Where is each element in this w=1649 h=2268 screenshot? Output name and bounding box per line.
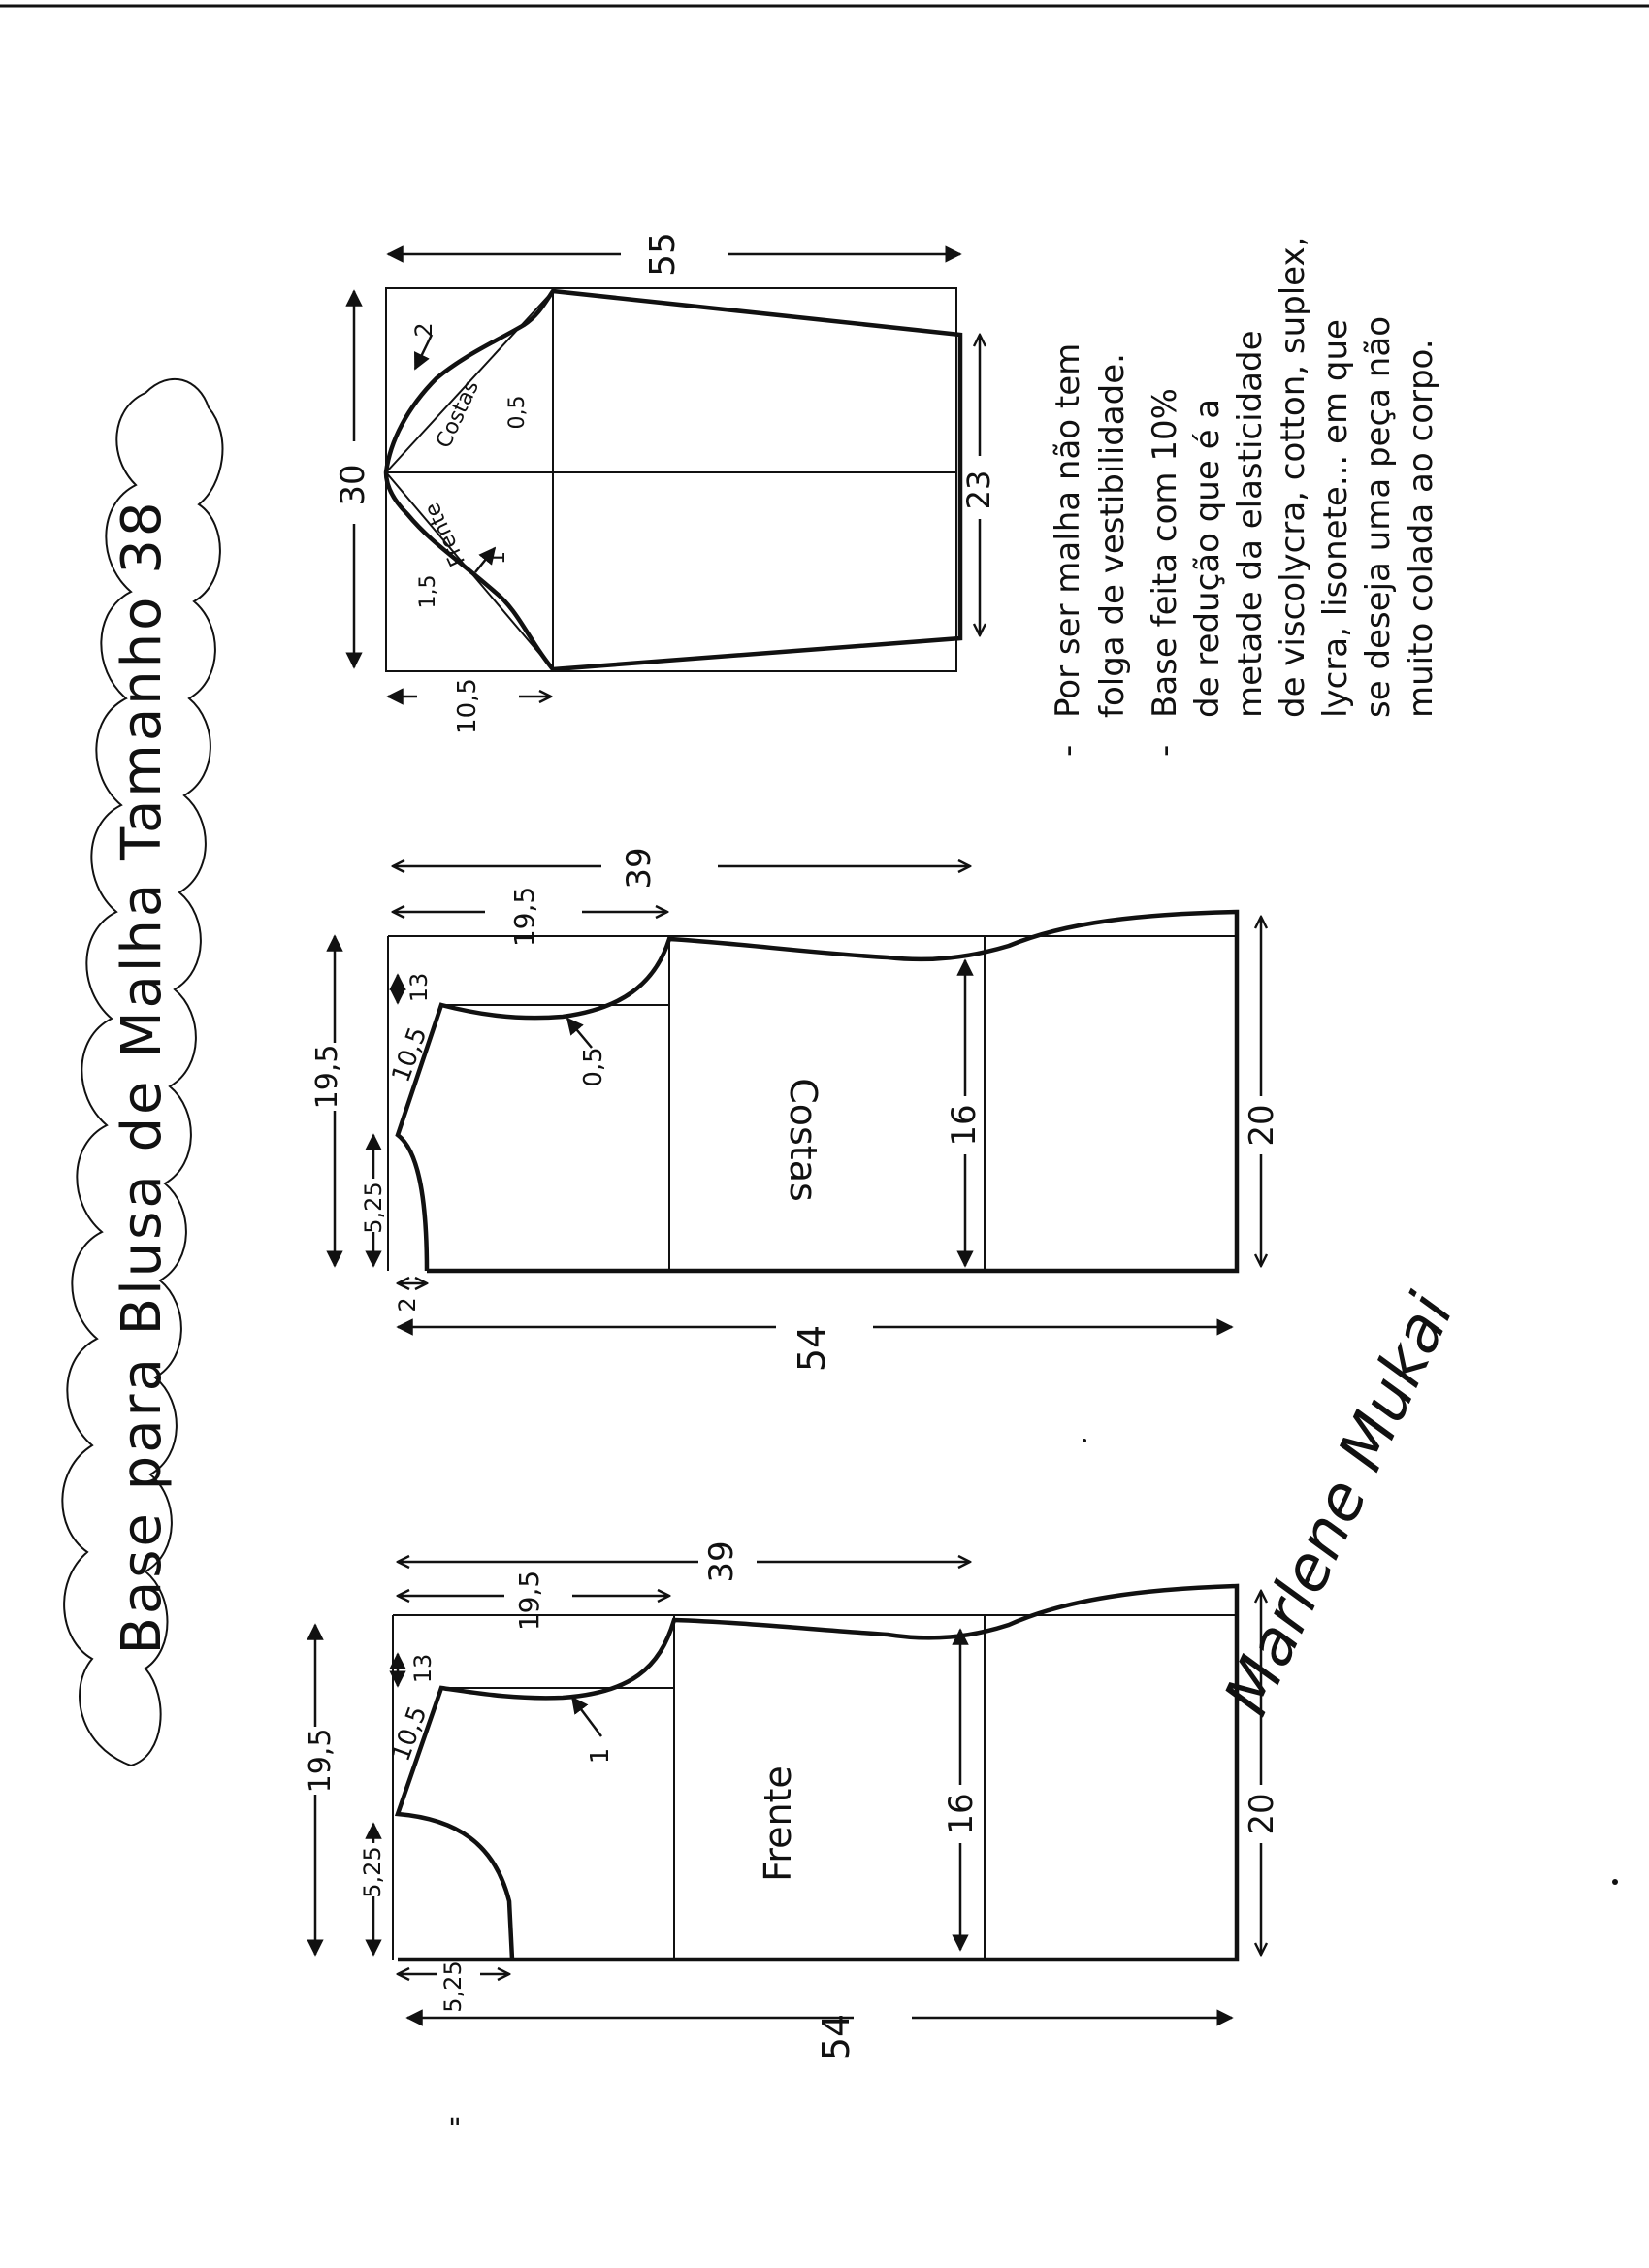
front-armhole-mark: 1 xyxy=(586,1747,615,1765)
sleeve-outline xyxy=(386,291,960,669)
note-2-line-4: de viscolycra, cotton, suplex, xyxy=(1274,236,1312,718)
sleeve-cuff-width: 23 xyxy=(960,470,997,510)
note-2-bullet: - xyxy=(1146,744,1184,757)
note-2-line-7: muito colada ao corpo. xyxy=(1402,339,1440,718)
sleeve xyxy=(334,232,997,734)
back-bodice xyxy=(310,847,1281,1372)
back-hem-drop: 20 xyxy=(1243,1104,1281,1147)
front-shoulder: 10,5 xyxy=(386,1701,434,1766)
note-2-line-6: se deseja uma peça não xyxy=(1359,316,1398,718)
stray-mark: " xyxy=(448,2113,462,2147)
front-top-total: 39 xyxy=(702,1540,741,1583)
note-2-line-3: metade da elasticidade xyxy=(1231,330,1270,718)
back-armhole-mark: 0,5 xyxy=(579,1047,608,1087)
front-bodice xyxy=(304,1540,1281,2060)
signature: Marlene Mukai xyxy=(1211,1283,1469,1726)
note-2-line-2: de redução que é a xyxy=(1188,398,1227,718)
sleeve-cap-width: 30 xyxy=(334,464,372,506)
front-top-half: 19,5 xyxy=(513,1570,545,1632)
front-shoulder-drop: 13 xyxy=(409,1653,436,1684)
sleeve-front-inner: 1 xyxy=(486,551,510,565)
front-left-dim: 19,5 xyxy=(304,1728,338,1794)
sleeve-back-inner: 0,5 xyxy=(505,395,530,430)
sleeve-front-bulge: 1,5 xyxy=(416,574,440,609)
front-label: Frente xyxy=(757,1766,799,1882)
dot-mark xyxy=(1612,1879,1618,1885)
sleeve-length: 55 xyxy=(643,232,683,276)
sleeve-cap-height: 10,5 xyxy=(453,678,482,734)
front-neck-depth: 5,25 xyxy=(439,1960,467,2013)
front-neck-width: 5,25 xyxy=(359,1846,386,1898)
back-shoulder-drop: 13 xyxy=(405,972,433,1003)
front-side: 16 xyxy=(942,1793,981,1835)
back-side: 16 xyxy=(945,1104,984,1147)
front-hem-drop: 20 xyxy=(1243,1793,1281,1835)
back-neck-depth: 2 xyxy=(394,1297,421,1312)
note-2-line-1: Base feita com 10% xyxy=(1146,388,1184,718)
sleeve-back-bulge: 2 xyxy=(410,322,437,338)
note-1-line-2: folga de vestibilidade. xyxy=(1093,353,1132,718)
front-outline xyxy=(398,1586,1237,1960)
back-neck-width: 5,25 xyxy=(360,1182,387,1234)
note-1-line-1: Por ser malha não tem xyxy=(1049,342,1087,718)
notes xyxy=(1049,237,1440,757)
back-top-half: 19,5 xyxy=(508,886,540,948)
sleeve-back-label: Costas xyxy=(432,376,485,453)
dot-mark-small xyxy=(1083,1439,1086,1442)
title-text: Base para Blusa de Malha Tamanho 38 xyxy=(111,499,174,1655)
back-width-label: 54 xyxy=(791,1324,833,1373)
sleeve-front-label: Frente xyxy=(420,499,471,570)
back-left-dim: 19,5 xyxy=(310,1044,344,1110)
note-1-bullet: - xyxy=(1049,744,1087,757)
back-top-total: 39 xyxy=(620,847,659,890)
back-label: Costas xyxy=(782,1078,824,1202)
back-shoulder: 10,5 xyxy=(386,1022,434,1086)
front-width-label: 54 xyxy=(815,2013,857,2061)
note-2-line-5: lycra, lisonete... em que xyxy=(1316,319,1355,718)
title-cloud xyxy=(62,379,222,1766)
